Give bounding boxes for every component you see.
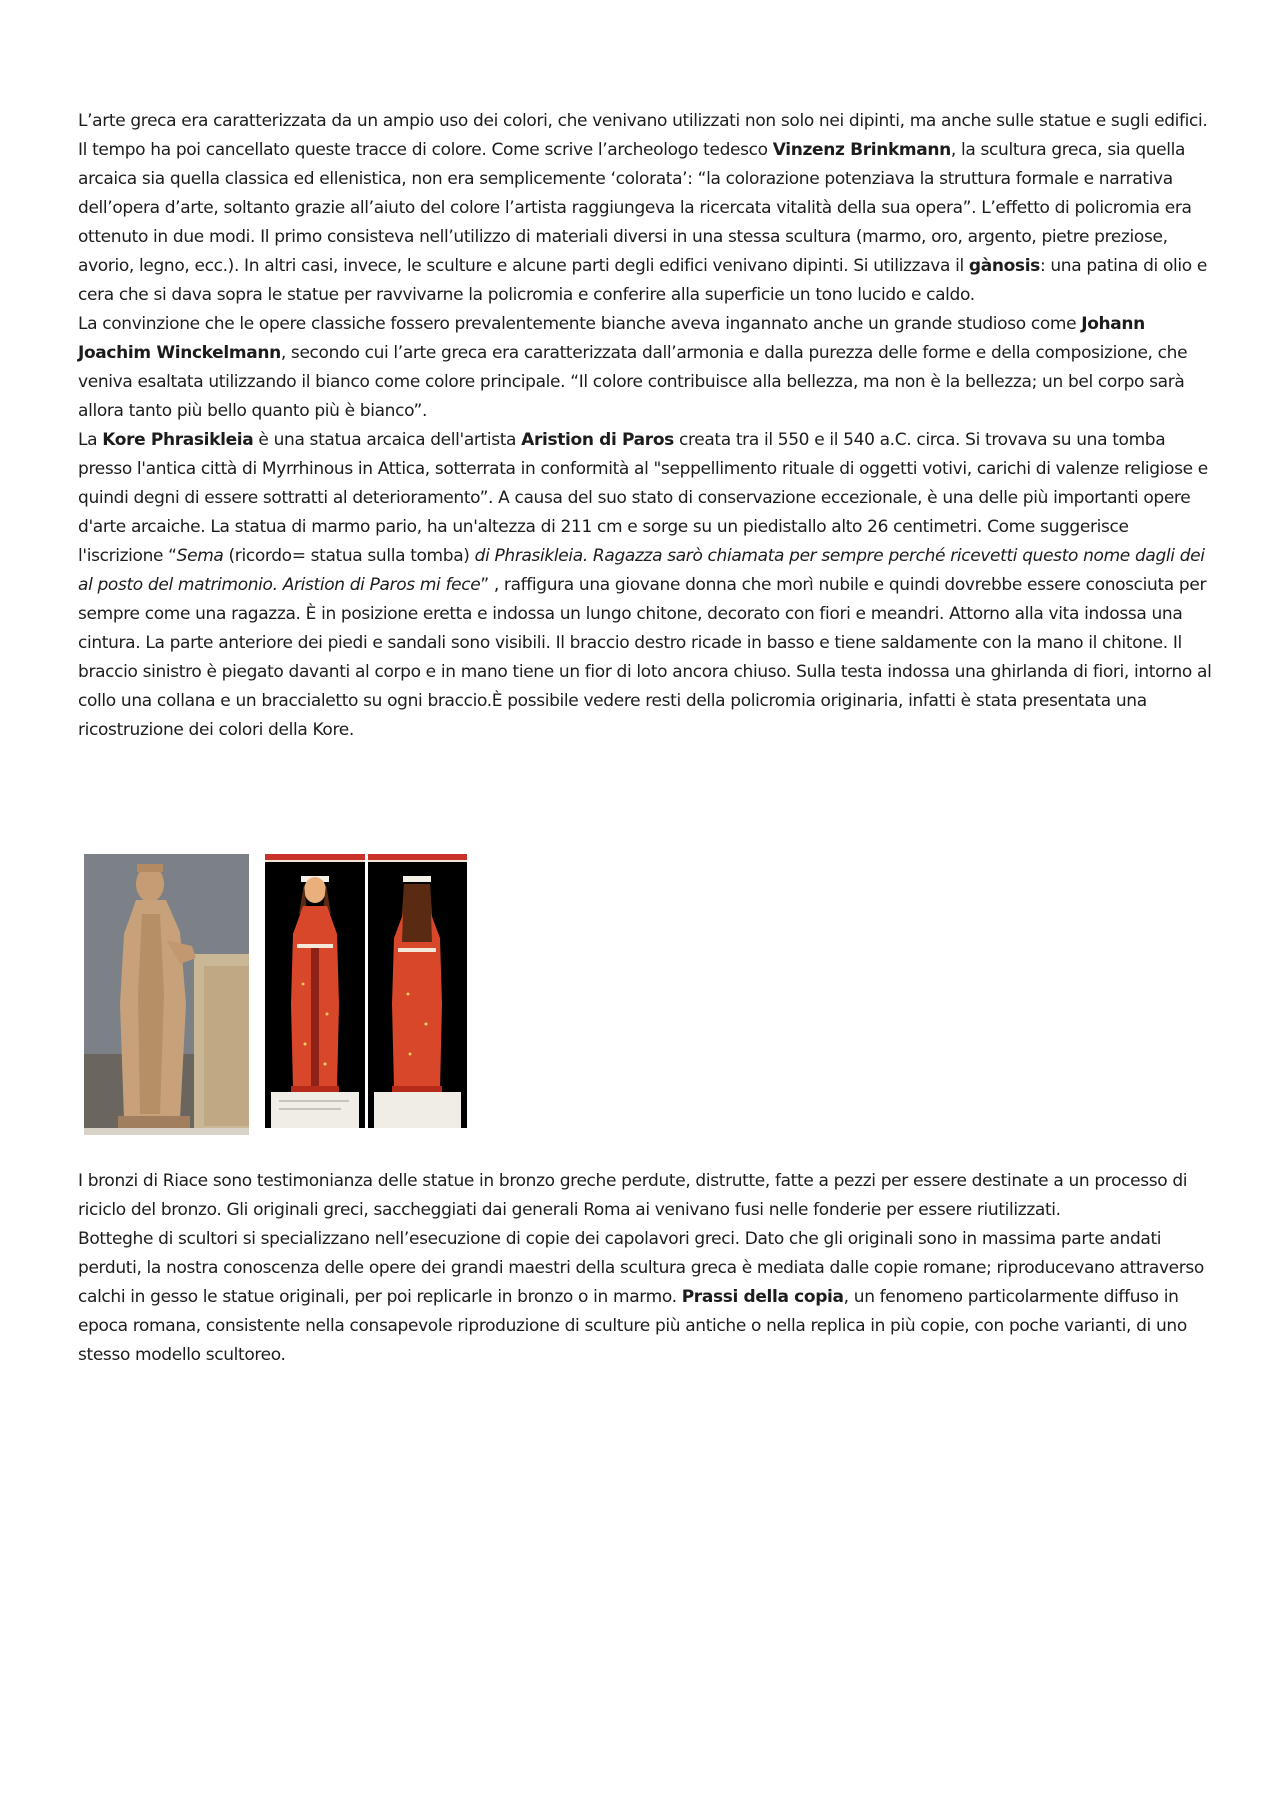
kore-marble-photo	[84, 854, 249, 1135]
text-run: (ricordo= statua sulla tomba)	[223, 546, 475, 566]
italic-inscription: di Phrasikleia. Ragazza sarò chiamata per sempre perché ricevetti questo nome dagli dei al posto del matrimonio. Aristion di Paros mi fece	[78, 546, 1205, 595]
text-block-top	[78, 107, 1212, 745]
text-run: : una patina di olio e cera che si dava sopra le statue per ravvivarne la policromia e conferire alla superficie un tono lucido e caldo.	[78, 256, 1207, 305]
text-run: La	[78, 430, 103, 450]
text-run: ” , raffigura una giovane donna che morì nubile e quindi dovrebbe essere conosciuta per sempre come una ragazza. È in posizione eretta e indossa un lungo chitone, decorato con fiori e meandri. Attorno alla vita indossa una cintura. La parte anteriore dei piedi e sandali sono visibili. Il braccio destro ricade in basso e tiene saldamente con la mano il chitone. Il braccio sinistro è piegato davanti al corpo e in mano tiene un fior di loto ancora chiuso. Sulla testa indossa una ghirlanda di fiori, intorno al collo una collana e un braccialetto su ogni braccio.È possibile vedere resti della policromia originaria, infatti è stata presentata una ricostruzione dei colori della Kore.	[78, 575, 1212, 740]
paragraph-bronzi-riace: I bronzi di Riace sono testimonianza delle statue in bronzo greche perdute, distrutte, fatte a pezzi per essere destinate a un processo di riciclo del bronzo. Gli originali greci, saccheggiati dai generali Roma ai venivano fusi nelle fonderie per essere riutilizzati.	[78, 1171, 1188, 1220]
text-run: , la scultura greca, sia quella arcaica sia quella classica ed ellenistica, non era semplicemente ‘colorata’: “la colorazione potenziava la struttura formale e narrativa dell’opera d’arte, soltanto grazie all’aiuto del colore l’artista raggiungeva la ricercata vitalità della sua opera”. L’effetto di policromia era ottenuto in due modi. Il primo consisteva nell’utilizzo di materiali diversi in una stessa scultura (marmo, oro, argento, pietre preziose, avorio, legno, ecc.). In altri casi, invece, le sculture e alcune parti degli edifici venivano dipinti. Si utilizzava il	[78, 140, 1192, 276]
paragraph-polychromy	[78, 107, 1212, 310]
paragraph-prassi-copia	[78, 1225, 1212, 1370]
kore-back-image	[368, 854, 467, 1128]
bold-term-prassi-copia: Prassi della copia	[681, 1287, 844, 1307]
text-run: La convinzione che le opere classiche fossero prevalentemente bianche aveva ingannato anche un grande studioso come	[78, 314, 1082, 334]
kore-marble-image	[84, 854, 249, 1135]
text-run: , un fenomeno particolarmente diffuso in epoca romana, consistente nella consapevole riproduzione di sculture più antiche o nella replica in più copie, con poche varianti, di uno stesso modello scultoreo.	[78, 1287, 1187, 1365]
kore-reconstruction-front-photo	[265, 854, 365, 1128]
paragraph-winckelmann	[78, 310, 1212, 426]
text-run: , secondo cui l’arte greca era caratterizzata dall’armonia e dalla purezza delle forme e della composizione, che veniva esaltata utilizzando il bianco come colore principale. “Il colore contribuisce alla bellezza, ma non è la bellezza; un bel corpo sarà allora tanto più bello quanto più è bianco”.	[78, 343, 1188, 421]
bold-name-aristion: Aristion di Paros	[521, 430, 674, 450]
bold-term-ganosis: gànosis	[968, 256, 1040, 276]
bold-name-brinkmann: Vinzenz Brinkmann	[772, 140, 951, 160]
text-run: è una statua arcaica dell'artista	[253, 430, 522, 450]
paragraph-kore-phrasikleia	[78, 426, 1212, 745]
kore-reconstruction-back-photo	[368, 854, 467, 1128]
text-run: creata tra il 550 e il 540 a.C. circa. Si trovava su una tomba presso l'antica città di Myrrhinous in Attica, sotterrata in conformità al "seppellimento rituale di oggetti votivi, carichi di valenze religiose e quindi degni di essere sottratti al deterioramento”. A causa del suo stato di conservazione eccezionale, è una delle più importanti opere d'arte arcaiche. La statua di marmo pario, ha un'altezza di 211 cm e sorge su un piedistallo alto 26 centimetri. Come suggerisce l'iscrizione “	[78, 430, 1208, 566]
text-run: Botteghe di scultori si specializzano nell’esecuzione di copie dei capolavori greci. Dato che gli originali sono in massima parte andati perduti, la nostra conoscenza delle opere dei grandi maestri della scultura greca è mediata dalle copie romane; riproducevano attraverso calchi in gesso le statue originali, per poi replicarle in bronzo o in marmo.	[78, 1229, 1204, 1307]
text-run: L’arte greca era caratterizzata da un ampio uso dei colori, che venivano utilizzati non solo nei dipinti, ma anche sulle statue e sugli edifici. Il tempo ha poi cancellato queste tracce di colore. Come scrive l’archeologo tedesco	[78, 111, 1208, 160]
kore-front-image	[265, 854, 365, 1128]
bold-name-winckelmann: Johann Joachim Winckelmann	[78, 314, 1145, 363]
text-block-bottom	[78, 1167, 1212, 1370]
bold-name-kore: Kore Phrasikleia	[102, 430, 254, 450]
italic-sema: Sema	[176, 546, 224, 566]
